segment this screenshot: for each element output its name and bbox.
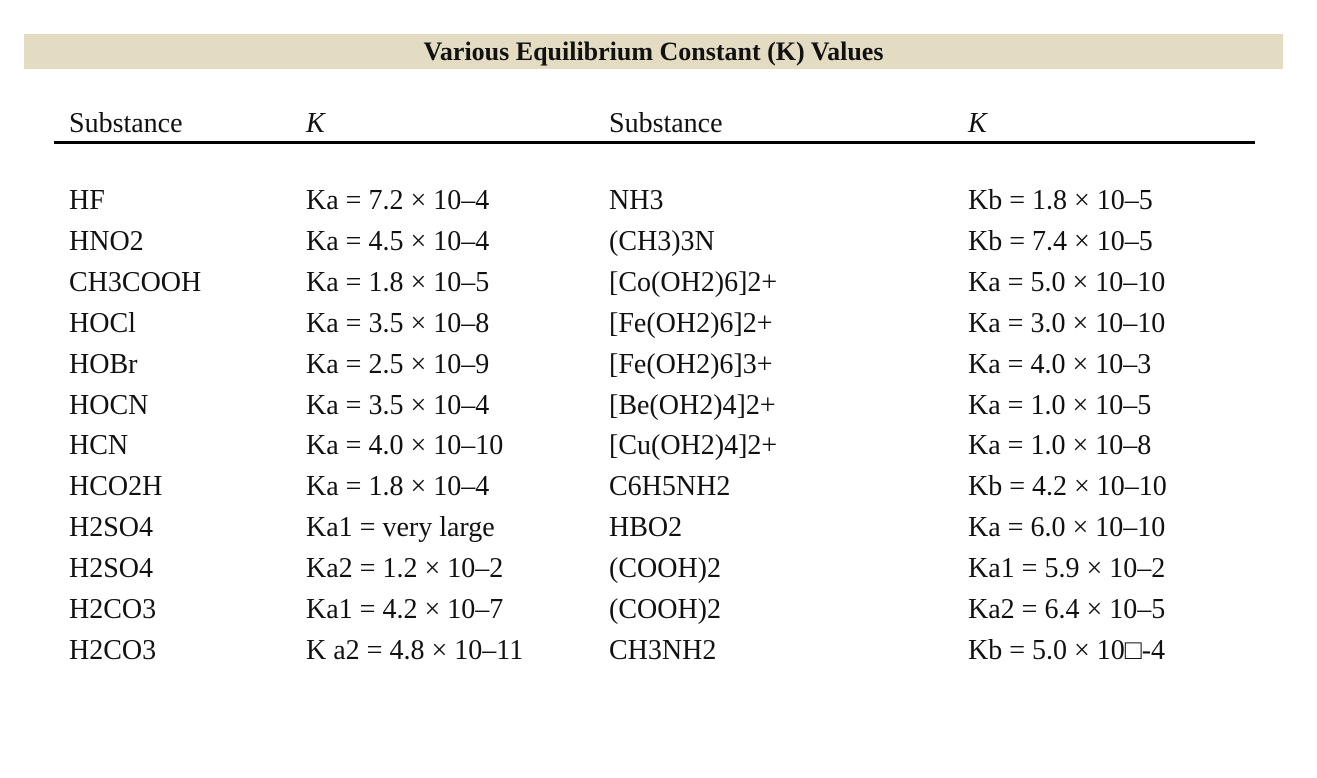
substance-cell-left: HF (69, 185, 105, 216)
k-value-cell-right: Kb = 5.0 × 10□-4 (968, 634, 1166, 666)
table-row (0, 225, 1317, 266)
header-rule (54, 141, 1255, 144)
substance-cell-left: H2CO3 (69, 594, 157, 625)
substance-cell-right: [Co(OH2)6]2+ (609, 266, 778, 298)
k-value-cell-left: Ka = 2.5 × 10–9 (306, 348, 490, 380)
header-substance-1: Substance (69, 108, 183, 139)
substance-cell-right: C6H5NH2 (609, 471, 731, 503)
substance-cell-right: [Be(OH2)4]2+ (609, 389, 776, 421)
table-title: Various Equilibrium Constant (K) Values (423, 37, 884, 66)
table-row (0, 634, 1317, 675)
table-row (0, 184, 1317, 225)
k-value-cell-right: Kb = 1.8 × 10–5 (968, 185, 1153, 216)
substance-cell-left: HCN (69, 430, 129, 462)
k-value-cell-left: Ka = 1.8 × 10–5 (306, 266, 490, 298)
table-row (0, 593, 1317, 634)
k-value-cell-left: Ka2 = 1.2 × 10–2 (306, 553, 504, 585)
k-value-cell-right: Kb = 4.2 × 10–10 (968, 471, 1167, 503)
table-row (0, 307, 1317, 348)
k-value-cell-left: Ka = 3.5 × 10–8 (306, 307, 490, 339)
k-value-cell-left: Ka1 = very large (306, 512, 495, 544)
substance-cell-right: HBO2 (609, 512, 683, 544)
header-k-2: K (968, 108, 987, 139)
k-value-cell-right: Kb = 7.4 × 10–5 (968, 225, 1153, 257)
substance-cell-left: HNO2 (69, 225, 144, 257)
k-value-cell-left: Ka = 1.8 × 10–4 (306, 471, 490, 503)
substance-cell-right: [Fe(OH2)6]2+ (609, 307, 773, 339)
table-row (0, 470, 1317, 511)
k-value-cell-left: Ka = 3.5 × 10–4 (306, 389, 490, 421)
k-value-cell-right: Ka = 4.0 × 10–3 (968, 348, 1152, 380)
substance-cell-left: HOBr (69, 348, 138, 380)
header-k-1: K (306, 108, 325, 139)
table-row (0, 389, 1317, 430)
k-value-cell-right: Ka2 = 6.4 × 10–5 (968, 594, 1166, 625)
k-value-cell-left: Ka = 4.0 × 10–10 (306, 430, 504, 462)
substance-cell-left: HOCN (69, 389, 149, 421)
table-row (0, 266, 1317, 307)
substance-cell-left: H2CO3 (69, 634, 157, 666)
substance-cell-right: [Cu(OH2)4]2+ (609, 430, 778, 462)
table-row (0, 511, 1317, 552)
k-value-cell-right: Ka = 3.0 × 10–10 (968, 307, 1166, 339)
table-row (0, 348, 1317, 389)
substance-cell-left: H2SO4 (69, 512, 154, 544)
k-value-cell-left: Ka = 4.5 × 10–4 (306, 225, 490, 257)
substance-cell-left: CH3COOH (69, 266, 202, 298)
k-value-cell-left: Ka = 7.2 × 10–4 (306, 185, 490, 216)
k-value-cell-right: Ka = 5.0 × 10–10 (968, 266, 1166, 298)
header-substance-2: Substance (609, 108, 723, 139)
substance-cell-right: CH3NH2 (609, 634, 717, 666)
substance-cell-right: [Fe(OH2)6]3+ (609, 348, 773, 380)
k-value-cell-right: Ka = 1.0 × 10–5 (968, 389, 1152, 421)
title-bar (24, 34, 1283, 69)
substance-cell-left: HCO2H (69, 471, 163, 503)
substance-cell-left: HOCl (69, 307, 136, 339)
k-value-cell-right: Ka = 6.0 × 10–10 (968, 512, 1166, 544)
table-row (0, 552, 1317, 593)
table-row (0, 429, 1317, 470)
substance-cell-left: H2SO4 (69, 553, 154, 585)
k-value-cell-left: Ka1 = 4.2 × 10–7 (306, 594, 504, 625)
k-value-cell-right: Ka1 = 5.9 × 10–2 (968, 553, 1166, 585)
substance-cell-right: (CH3)3N (609, 225, 715, 257)
k-value-cell-left: K a2 = 4.8 × 10–11 (306, 634, 524, 666)
substance-cell-right: (COOH)2 (609, 594, 721, 625)
k-value-cell-right: Ka = 1.0 × 10–8 (968, 430, 1152, 462)
substance-cell-right: NH3 (609, 185, 664, 216)
substance-cell-right: (COOH)2 (609, 553, 721, 585)
